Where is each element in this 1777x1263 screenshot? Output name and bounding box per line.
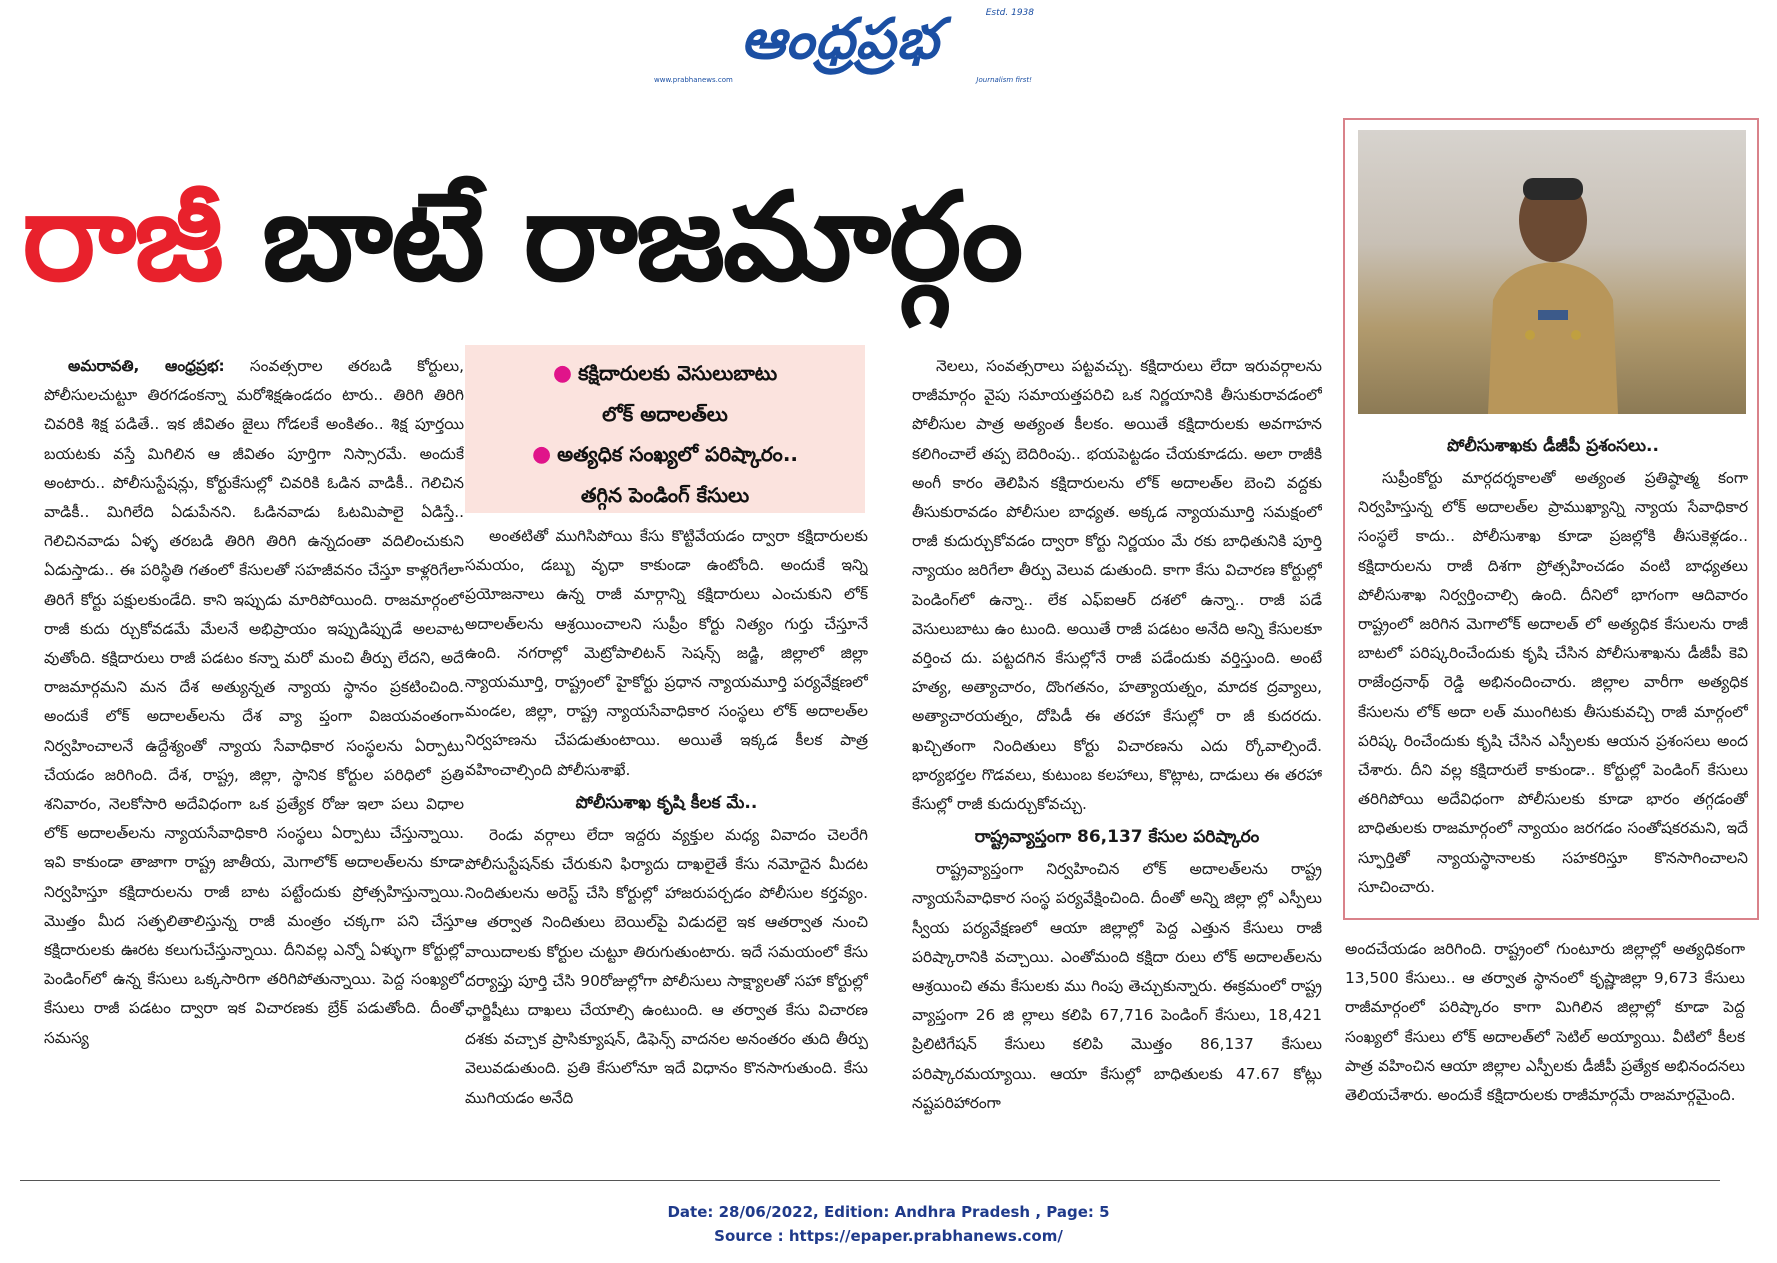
highlight-item: ● అత్యధిక సంఖ్యలో పరిష్కారం.. [531, 442, 799, 467]
footer-source-line: Source : https://epaper.prabhanews.com/ [714, 1227, 1063, 1245]
article-column-4-continuation [1345, 935, 1745, 1150]
column2-para1: అంతటితో ముగిసిపోయి కేసు కొట్టివేయడం ద్వారా కక్షిదారులకు సమయం, డబ్బు వృధా కాకుండా ఉంటోంది. అందుకే ఇన్ని ప్రయోజనాలు ఉన్న రాజీ మార్గాన్ని కక్షిదారులు ఎంచుకుని లోక్ అదాలత్‌లను ఆశ్రయించాలని సుప్రీం కోర్టు నిత్యం గుర్తు చేస్తూనే ఉంది. నగరాల్లో మెట్రోపాలిటన్ సెషన్స్ జడ్జి, జిల్లాలో జిల్లా న్యాయమూర్తి, రాష్ట్రంలో హైకోర్టు ప్రధాన న్యాయమూర్తి పర్యవేక్షణలో మండల, జిల్లా, రాష్ట్ర న్యాయసేవాధికార సంస్థలు లోక్ అదాలత్‌ల నిర్వహణను చేపడుతుంటాయి. అయితే ఇక్కడ కీలక పాత్ర వహించాల్సింది పోలీసుశాఖే. [465, 527, 868, 779]
headline-red-part: రాజీ [22, 166, 222, 308]
column2-para2: రెండు వర్గాలు లేదా ఇద్దరు వ్యక్తుల మధ్య వివాదం చెలరేగి పోలీసుస్టేషన్‌కు చేరుకుని ఫిర్యాదు దాఖలైతే కేసు నమోదైన మీదట నిందితులను అరెస్ట్ చేసి కోర్టుల్లో హాజరుపర్చడం పోలీసుల కర్తవ్యం. ఆ తర్వాత నిందితులు బెయిల్‌పై విడుదలై ఇక ఆతర్వాత నుంచి వాయిదాలకు కోర్టుల చుట్టూ తిరుగుతుంటారు. ఇదే సమయంలో కేసు దర్యాప్తు పూర్తి చేసి 90రోజుల్లోగా పోలీసులు సాక్ష్యాలతో సహా కోర్టుల్లో ఛార్జిషీటు దాఖలు చేయాల్సి ఉంటుంది. ఆ తర్వాత కేసు విచారణ దశకు వచ్చాక ప్రాసిక్యూషన్, డిఫెన్స్ వాదనల అనంతరం తుది తీర్పు వెలువడుతుంది. ప్రతి కేసులోనూ ఇదే విధానం కొనసాగుతుంది. కేసు ముగియడం అనేది [465, 825, 868, 1107]
column3-para1: నెలలు, సంవత్సరాలు పట్టవచ్చు. కక్షిదారులు లేదా ఇరువర్గాలను రాజీమార్గం వైపు సమాయత్తపరిచి ఒక నిర్ణయానికి తీసుకురావడంలో పోలీసుల పాత్ర అత్యంత కీలకం. అయితే కక్షిదారులకు అవగాహన కలిగించాలే తప్ప బెదిరింపు.. భయపెట్టడం చేయకూడదు. అలా రాజీకి అంగీ కారం తెలిపిన కక్షిదారులను లోక్ అదాలత్‌ల బెంచి వద్దకు తీసుకురావడం పోలీసుల బాధ్యత. అక్కడ న్యాయమూర్తి సమక్షంలో రాజీ కుదుర్చుకోవడం ద్వారా కోర్టు నిర్ణయం మే రకు బాధితునికి పూర్తి న్యాయం జరిగేలా తీర్పు వెలువ డుతుంది. కాగా కేసు విచారణ కోర్టుల్లో పెండింగ్‌లో ఉన్నా.. లేక ఎఫ్‌ఐఆర్ దశలో ఉన్నా.. రాజీ పడే వెసులుబాటు ఉం టుంది. అయితే రాజీ పడటం అనేది అన్ని కేసులకూ వర్తించ దు. పట్టదగిన కేసుల్లోనే రాజీ పడేందుకు వర్తిస్తుంది. అంటే హత్య, అత్యాచారం, దొంగతనం, హత్యాయత్నం, మాదక ద్రవ్యాలు, అత్యాచారయత్నం, దోపిడీ ఈ తరహా కేసుల్లో రా జీ కుదరదు. ఖచ్చితంగా నిందితులు కోర్టు విచారణను ఎదు ర్కోవాల్సిందే. భార్యభర్తల గొడవలు, కుటుంబ కలహాలు, కొట్లాట, దాడులు ఈ తరహా కేసుల్లో రాజీ కుదుర్చుకోవచ్చు. [912, 357, 1322, 814]
column1-text: సంవత్సరాల తరబడి కోర్టులు, పోలీసులచుట్టూ తిరగడంకన్నా మరోశిక్షఉండదం టారు.. తిరిగి తిరిగి చివరికి శిక్ష పడితే.. ఇక జీవితం జైలు గోడలకే అంకితం.. శిక్ష పూర్తయి బయటకు వస్తే మిగిలిన ఆ జీవితం పూర్తిగా నిస్సారమే. అందుకే అంటారు.. పోలీసుస్టేషన్లు, కోర్టుకేసుల్లో చివరికి ఓడిన వాడికీ.. గెలిచిన వాడికీ.. మిగిలేది ఏడుపేనని. ఓడినవాడు ఓటమిపాలై ఏడిస్తే.. గెలిచినవాడు ఏళ్ళ తరబడి తిరిగి తిరిగి ఉన్నదంతా వదిలించుకుని ఏడుస్తాడు.. ఈ పరిస్థితి గతంలో కేసులతో సహజీవనం చేస్తూ కాళ్లరిగేలా తిరిగే కోర్టు పక్షులకుండేది. కాని ఇప్పుడు మారిపోయింది. రాజమార్గంలో రాజీ కుదు ర్చుకోవడమే మేలనే అభిప్రాయం ఇప్పుడిప్పుడే అలవాట వుతోంది. కక్షిదారులు రాజీ పడటం కన్నా మరో మంచి తీర్పు లేదని, అదే రాజమార్గమని మన దేశ అత్యున్నత న్యాయ స్థానం ప్రకటించింది. అందుకే లోక్ అదాలత్‌లను దేశ వ్యా ప్తంగా విజయవంతంగా నిర్వహించాలనే ఉద్దేశ్యంతో న్యాయ సేవాధికార సంస్థలను ఏర్పాటు చేయడం జరిగింది. దేశ, రాష్ట్ర, జిల్లా, స్థానిక కోర్టుల పరిధిలో ప్రతి శనివారం, నెలకోసారి అదేవిధంగా ఒక ప్రత్యేక రోజు ఇలా పలు విధాల లోక్ అదాలత్‌లను న్యాయసేవాధికారి సంస్థలు ఏర్పాటు చేస్తున్నాయి. ఇవి కాకుండా తాజాగా రాష్ట్ర జాతీయ, మెగాలోక్ అదాలత్‌లను కూడా నిర్వహిస్తూ కక్షిదారులను రాజీ బాట పట్టేందుకు ప్రోత్సహిస్తున్నాయి. మొత్తం మీద సత్ఫలితాలిస్తున్న రాజీ మంత్రం చక్కగా పని చేస్తూ కక్షిదారులకు ఊరట కలుగుచేస్తున్నాయి. దీనివల్ల ఎన్నో ఏళ్ళుగా కోర్టుల్లో పెండింగ్‌లో ఉన్న కేసులు ఒక్కసారిగా తరిగిపోతున్నాయి. పెద్ద సంఖ్యలో కేసులు రాజీ పడటం ద్వారా ఇక విచారణకు బ్రేక్ పడుతోంది. దీంతో సమస్య [44, 357, 464, 1047]
sidebar-column [1358, 428, 1748, 908]
continuation-text: అందచేయడం జరిగింది. రాష్ట్రంలో గుంటూరు జిల్లాల్లో అత్యధికంగా 13,500 కేసులు.. ఆ తర్వాత స్థానంలో కృష్ణాజిల్లా 9,673 కేసులు రాజీమార్గంలో పరిష్కారం కాగా మిగిలిన జిల్లాల్లో కూడా పెద్ద సంఖ్యలో కేసులు లోక్ అదాలత్‌లో సెటిల్ అయ్యాయి. వీటిలో కీలక పాత్ర వహించిన ఆయా జిల్లాల ఎస్పీలకు డీజీపీ ప్రత్యేక అభినందనలు తెలియచేశారు. అందుకే కక్షిదారులకు రాజీమార్గమే రాజమార్గమైంది. [1345, 940, 1745, 1105]
article-column-1 [44, 352, 464, 1142]
bullet-icon: ● [531, 442, 552, 467]
dateline: అమరావతి, ఆంధ్రప్రభ: [68, 357, 225, 375]
headline-black-part: బాటే రాజమార్గం [261, 166, 1022, 308]
masthead [640, 8, 1040, 88]
column3-para2: రాష్ట్రవ్యాప్తంగా నిర్వహించిన లోక్ అదాలత్‌లను రాష్ట్ర న్యాయసేవాధికార సంస్థ పర్యవేక్షించింది. దీంతో అన్ని జిల్లా ల్లో ఎస్పీలు స్వీయ పర్యవేక్షణలో ఆయా జిల్లాల్లో పెద్ద ఎత్తున కేసులు రాజీ పరిష్కారానికి వచ్చాయి. ఎంతోమంది కక్షిదా రులు లోక్ అదాలత్‌లను ఆశ్రయించి తమ కేసులకు ము గింపు తెచ్చుకున్నారు. ఈక్రమంలో రాష్ట్ర వ్యాప్తంగా 26 జి ల్లాలు కలిపి 67,716 పెండింగ్ కేసులు, 18,421 ప్రిలిటిగేషన్ కేసులు కలిపి మొత్తం 86,137 కేసులు పరిష్కారమయ్యాయి. ఆయా కేసుల్లో బాధితులకు 47.67 కోట్లు నష్టపరిహారంగా [912, 860, 1322, 1112]
tagline-label: Journalism first! [976, 76, 1032, 84]
column2-subhead: పోలీసుశాఖ కృషి కీలక మే.. [575, 792, 758, 813]
article-column-2 [465, 522, 868, 1142]
highlight-item: తగ్గిన పెండింగ్ కేసులు [580, 483, 750, 507]
newspaper-logo: ఆంధ్రప్రభ [740, 7, 940, 72]
bullet-icon: ● [552, 361, 573, 386]
sidebar-subhead: పోలీసుశాఖకు డీజీపీ ప్రశంసలు.. [1447, 436, 1659, 456]
site-label: www.prabhanews.com [654, 76, 733, 84]
column3-subhead: రాష్ట్రవ్యాప్తంగా 86,137 కేసుల పరిష్కారం [974, 827, 1260, 848]
estd-label: Estd. 1938 [985, 8, 1034, 18]
highlights-box [465, 345, 865, 513]
officer-figure-icon [1468, 160, 1638, 414]
headline [22, 150, 1332, 325]
footer-date-line: Date: 28/06/2022, Edition: Andhra Pradesh , Page: 5 [667, 1203, 1110, 1221]
highlight-item: ● కక్షిదారులకు వెసులుబాటు [552, 361, 778, 386]
sidebar-text: సుప్రీంకోర్టు మార్గదర్శకాలతో అత్యంత ప్రతిష్ఠాత్మ కంగా నిర్వహిస్తున్న లోక్ అదాలత్‌ల ప్రాముఖ్యాన్ని న్యాయ సేవాధికార సంస్థలే కాదు.. పోలీసుశాఖ కూడా ప్రజల్లోకి తీసుకెళ్లడం.. కక్షిదారులను రాజీ దిశగా ప్రోత్సహించడం వంటి బాధ్యతలు పోలీసుశాఖ నిర్వర్తించాల్సి ఉంది. దీనిలో భాగంగా ఆదివారం రాష్ట్రంలో జరిగిన మెగాలోక్ అదాలత్ లో అత్యధిక కేసులను రాజీ బాటలో పరిష్కరించేందుకు కృషి చేసిన పోలీసుశాఖను డీజీపీ కెవి రాజేంద్రనాథ్ రెడ్డి అభినందించారు. జిల్లాల వారీగా అత్యధిక కేసులను లోక్ అదా లత్ ముంగిటకు తీసుకువచ్చి రాజీ మార్గంలో పరిష్క రించేందుకు కృషి చేసిన ఎస్పీలకు ఆయన ప్రశంసలు అంద చేశారు. దీని వల్ల కక్షిదారులే కాకుండా.. కోర్టుల్లో పెండింగ్ కేసులు తరిగిపోయి అదేవిధంగా పోలీసులకు కూడా భారం తగ్గడంతో బాధితులకు రాజమార్గంలో న్యాయం జరగడం సంతోషకరమని, ఇదే స్ఫూర్తితో న్యాయస్థానాలకు సహకరిస్తూ కొనసాగించాలని సూచించారు. [1358, 469, 1748, 896]
article-column-3 [912, 352, 1322, 1142]
footer-divider [20, 1180, 1720, 1181]
police-officer-photo [1358, 130, 1746, 414]
highlight-item: లోక్ అదాలత్‌లు [602, 402, 728, 426]
